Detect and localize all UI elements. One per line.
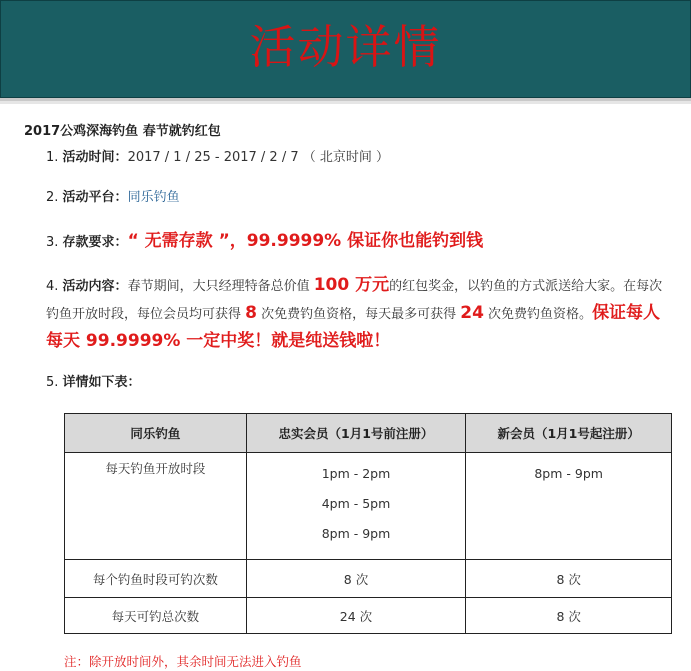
new-member-value: 8 次	[466, 560, 672, 598]
loyal-member-value: 8 次	[246, 560, 466, 598]
item-event-time	[46, 145, 389, 171]
guarantee-text: 保证每人每天 99.9999% 一定中奖！就是纯送钱啦！	[46, 303, 661, 351]
times-per-slot: 8	[245, 303, 257, 323]
details-table	[64, 413, 672, 634]
footnote: 注：除开放时间外，其余时间无法进入钓鱼	[64, 654, 302, 669]
table-header: 同乐钓鱼	[65, 414, 247, 453]
table-row	[65, 560, 672, 598]
table-header: 新会员（1月1号起注册）	[466, 414, 672, 453]
content-text-1: 春节期间，大只经理特备总价值	[127, 279, 314, 294]
item-number: 4.	[46, 279, 59, 294]
time-slot: 4pm - 5pm	[321, 496, 391, 511]
content-text-3: 次免费钓鱼资格，每天最多可获得	[256, 307, 461, 322]
new-member-slots	[466, 453, 672, 560]
table-row	[65, 598, 672, 634]
event-heading: 2017公鸡深海钓鱼 春节就钓红包	[24, 124, 221, 139]
item-label: 详情如下表：	[62, 375, 141, 390]
content-text-4: 次免费钓鱼资格。	[483, 307, 593, 322]
item-number: 1.	[46, 150, 59, 165]
time-slot: 1pm - 2pm	[321, 466, 391, 481]
content-text-2: 的红包奖金，以钓鱼的方式派送给大家。在每次钓鱼开放时段，每位会员均可获得	[46, 279, 663, 322]
prize-amount: 100 万元	[313, 275, 390, 295]
table-row	[65, 453, 672, 560]
event-time-value: 2017 / 1 / 25 - 2017 / 2 / 7 （ 北京时间 ）	[127, 150, 390, 165]
item-number: 2.	[46, 190, 59, 205]
banner	[0, 0, 691, 98]
table-header: 忠实会员（1月1号前注册）	[246, 414, 466, 453]
row-label: 每个钓鱼时段可钓次数	[65, 560, 247, 598]
item-deposit-requirement	[46, 228, 483, 256]
item-label: 活动平台：	[62, 190, 128, 205]
item-number: 5.	[46, 375, 59, 390]
loyal-member-value: 24 次	[246, 598, 466, 634]
item-label: 活动内容：	[62, 279, 128, 294]
table-header-row	[65, 414, 672, 453]
times-per-day: 24	[460, 303, 484, 323]
loyal-member-slots	[246, 453, 466, 560]
banner-title: 活动详情	[249, 20, 442, 74]
row-label: 每天钓鱼开放时段	[65, 453, 247, 560]
item-label: 活动时间：	[62, 150, 128, 165]
item-number: 3.	[46, 235, 59, 250]
item-event-platform	[46, 185, 180, 211]
deposit-value: “ 无需存款 ”，99.9999% 保证你也能钓到钱	[127, 231, 484, 251]
time-slot: 8pm - 9pm	[534, 466, 603, 481]
item-details	[46, 370, 141, 396]
row-label: 每天可钓总次数	[65, 598, 247, 634]
item-label: 存款要求：	[62, 235, 128, 250]
platform-link[interactable]: 同乐钓鱼	[127, 190, 180, 205]
time-slot: 8pm - 9pm	[321, 526, 391, 541]
new-member-value: 8 次	[466, 598, 672, 634]
item-event-content	[46, 272, 666, 356]
